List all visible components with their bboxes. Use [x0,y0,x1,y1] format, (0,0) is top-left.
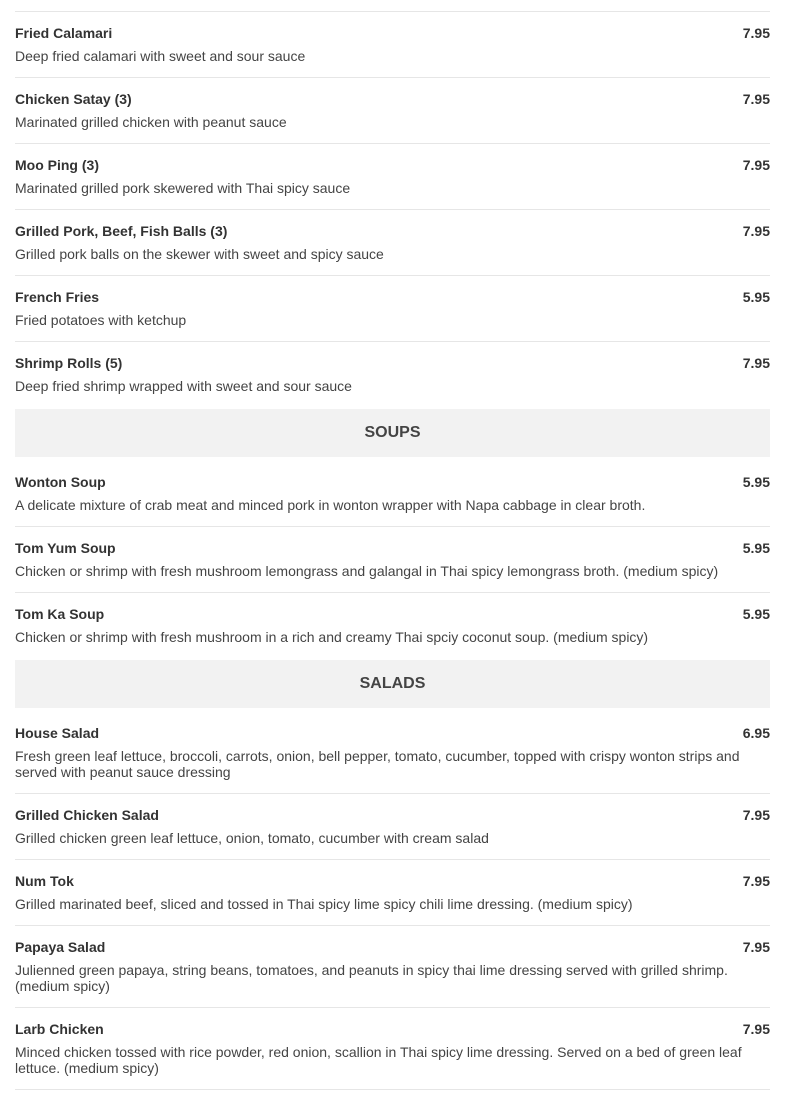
menu-item-description: Fresh green leaf lettuce, broccoli, carrots, onion, bell pepper, tomato, cucumber, topped with crispy wonton strips and served with peanut sauce dressing [15,748,740,780]
menu-item [15,457,770,527]
section-header-soups: SOUPS [15,409,770,457]
menu-item-description: Julienned green papaya, string beans, tomatoes, and peanuts in spicy thai lime dressing served with grilled shrimp. (medium spicy) [15,962,728,994]
menu-item-name: House Salad [15,725,100,741]
menu-item [15,78,770,144]
menu-item-price: 7.95 [742,355,770,371]
menu-item-price: 5.95 [742,289,770,305]
menu-item-description: Deep fried calamari with sweet and sour sauce [15,48,306,64]
menu-item [15,593,770,660]
menu-item-name: Moo Ping (3) [15,157,99,173]
menu-item [15,144,770,210]
section-header-salads: SALADS [15,660,770,708]
menu-item-name: Papaya Salad [15,939,106,955]
menu-item [15,860,770,926]
menu-item-description: Marinated grilled chicken with peanut sauce [15,114,287,130]
menu-item-name: Wonton Soup [15,474,106,490]
menu-item-name: Fried Calamari [15,25,113,41]
menu-item-description: Chicken or shrimp with fresh mushroom in a rich and creamy Thai spciy coconut soup. (medium spicy) [15,629,649,645]
menu-item [15,342,770,409]
menu-item-name: Chicken Satay (3) [15,91,132,107]
menu-item-description: Deep fried shrimp wrapped with sweet and sour sauce [15,378,352,394]
menu-item-price: 5.95 [742,606,770,622]
menu-item-name: Grilled Chicken Salad [15,807,159,823]
menu-item-name: Num Tok [15,873,74,889]
menu-item-description: Marinated grilled pork skewered with Thai spicy sauce [15,180,351,196]
menu-item-price: 7.95 [742,807,770,823]
menu-item-price: 7.95 [742,939,770,955]
menu-item-price: 7.95 [742,873,770,889]
menu-item-price: 7.95 [742,1021,770,1037]
menu-item-description: A delicate mixture of crab meat and minced pork in wonton wrapper with Napa cabbage in clear broth. [15,497,646,513]
menu-item-price: 5.95 [742,540,770,556]
menu-item-price: 5.95 [742,474,770,490]
menu-item-description: Grilled chicken green leaf lettuce, onion, tomato, cucumber with cream salad [15,830,489,846]
menu-item-name: Tom Yum Soup [15,540,116,556]
menu-item [15,0,770,12]
menu-item-name: French Fries [15,289,100,305]
menu-item-price: 7.95 [742,91,770,107]
menu-item-price: 7.95 [742,25,770,41]
menu-item-name: Shrimp Rolls (5) [15,355,123,371]
menu-item-description: Fried potatoes with ketchup [15,312,187,328]
menu-item [15,210,770,276]
menu-item [15,276,770,342]
menu-item [15,794,770,860]
menu-item-price: 6.95 [742,725,770,741]
menu-item [15,1008,770,1090]
menu-item-description: Chicken or shrimp with fresh mushroom lemongrass and galangal in Thai spicy lemongrass broth. (medium spicy) [15,563,719,579]
menu-item [15,708,770,794]
menu-item [15,527,770,593]
menu-item [15,926,770,1008]
menu-item-price: 7.95 [742,223,770,239]
menu-item-price: 7.95 [742,157,770,173]
menu-item-name: Larb Chicken [15,1021,104,1037]
menu-item-name: Tom Ka Soup [15,606,105,622]
menu-item-description: Grilled marinated beef, sliced and tossed in Thai spicy lime spicy chili lime dressing. (medium spicy) [15,896,633,912]
menu-item [15,12,770,78]
menu-item-description: Minced chicken tossed with rice powder, red onion, scallion in Thai spicy lime dressing. Served on a bed of green leaf lettuce. (medium spicy) [15,1044,742,1076]
menu-item-description: Grilled pork balls on the skewer with sweet and spicy sauce [15,246,384,262]
menu-item-name: Grilled Pork, Beef, Fish Balls (3) [15,223,228,239]
